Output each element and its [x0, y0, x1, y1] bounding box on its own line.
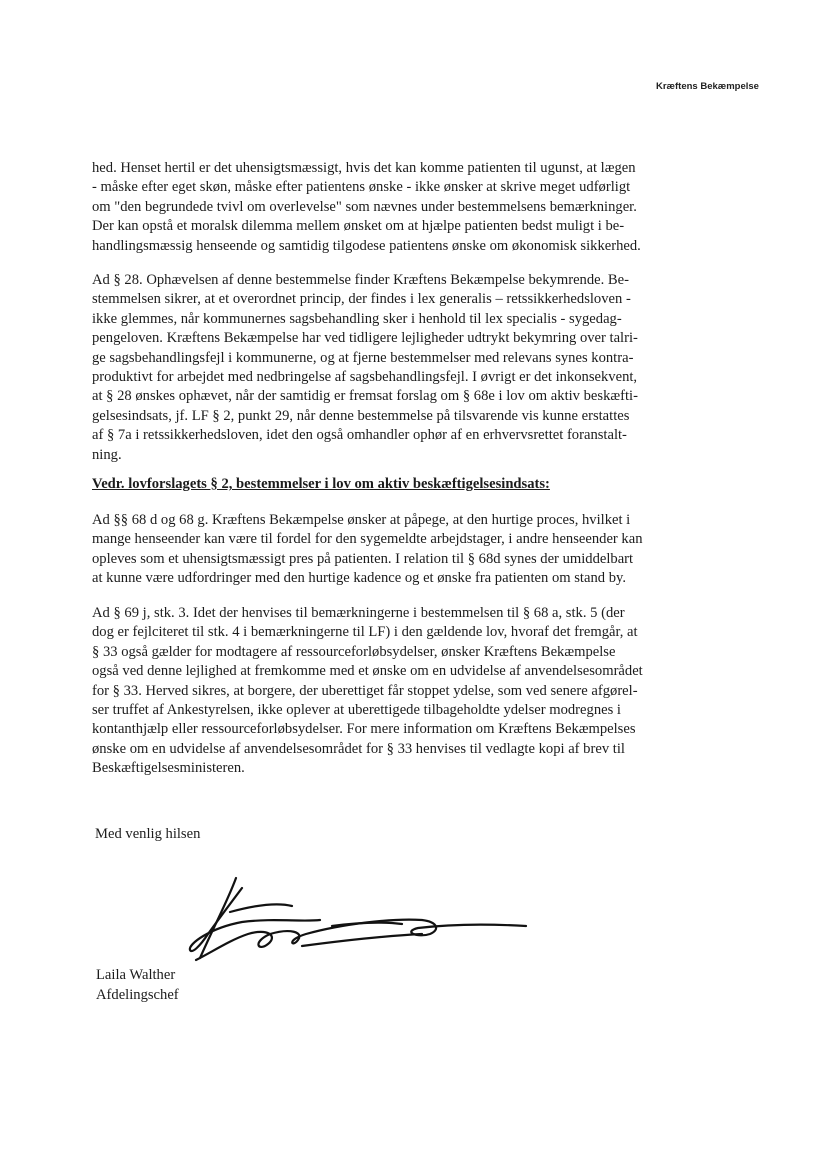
text-line: ikke glemmes, når kommunernes sagsbehandling sker i henhold til lex specialis - sygedag- [92, 310, 622, 327]
text-line: produktivt for arbejdet med nedbringelse af sagsbehandlingsfejl. I øvrigt er det inkonsekvent, [92, 369, 638, 386]
paragraph-section-68 [92, 511, 700, 589]
text-line: ser truffet af Ankestyrelsen, ikke oplever at uberettigede tilbageholdte ydelser modregnes i [92, 702, 621, 719]
text-line: kontanthjælp eller ressourceforløbsydelser. For mere information om Kræftens Bekæmpelses [92, 721, 636, 738]
signatory-title: Afdelingschef [96, 987, 179, 1003]
organization-header: Kræftens Bekæmpelse [656, 81, 759, 92]
text-line: for § 33. Herved sikres, at borgere, der uberettiget får stoppet ydelse, som ved senere afgørel- [92, 682, 638, 699]
paragraph-section-69j [92, 604, 700, 779]
signatory-name: Laila Walther [96, 967, 176, 983]
text-line: § 33 også gælder for modtagere af ressourceforløbsydelser, ønsker Kræftens Bekæmpelse [92, 643, 616, 660]
paragraph-section-28 [92, 271, 700, 465]
text-line: mange henseender kan være til fordel for den sygemeldte arbejdstager, i andre henseender kan [92, 531, 643, 548]
text-line: dog er fejlciteret til stk. 4 i bemærkningerne til LF) i den gældende lov, hvoraf det fremgår, at [92, 624, 638, 641]
text-line: Beskæftigelsesministeren. [92, 760, 245, 777]
text-line: - måske efter eget skøn, måske efter patientens ønske - ikke ønsker at skrive meget udførligt [92, 179, 631, 196]
text-line: Ad § 28. Ophævelsen af denne bestemmelse finder Kræftens Bekæmpelse bekymrende. Be- [92, 272, 629, 288]
text-line: pengeloven. Kræftens Bekæmpelse har ved tidligere lejligheder udtrykt bekymring over talri- [92, 330, 638, 347]
text-line: at kunne være udfordringer med den hurtige kadence og et ønske fra patienten om stand by. [92, 570, 626, 587]
text-line: at § 28 ønskes ophævet, når der samtidig er fremsat forslag om § 68e i lov om aktiv beskæfti- [92, 388, 638, 405]
text-line: om "den begrundede tvivl om overlevelse" som nævnes under bestemmelsens bemærkninger. [92, 198, 637, 215]
text-line: ønske om en udvidelse af anvendelsesområdet for § 33 henvises til vedlagte kopi af brev til [92, 740, 625, 757]
handwritten-signature [182, 862, 542, 972]
text-line: gelsesindsats, jf. LF § 2, punkt 29, når denne bestemmelse på tilsvarende vis kunne erstattes [92, 407, 630, 424]
section-heading: Vedr. lovforslagets § 2, bestemmelser i lov om aktiv beskæftigelsesindsats: [92, 476, 550, 492]
text-line: hed. Henset hertil er det uhensigtsmæssigt, hvis det kan komme patienten til ugunst, at lægen [92, 160, 636, 176]
closing-salutation: Med venlig hilsen [95, 826, 201, 842]
text-line: stemmelsen sikrer, at et overordnet princip, der findes i lex generalis – retssikkerhedsloven - [92, 291, 631, 308]
text-line: Der kan opstå et moralsk dilemma mellem ønsket om at hjælpe patienten bedst muligt i be- [92, 218, 625, 235]
text-line: ning. [92, 446, 122, 463]
text-line: ge sagsbehandlingsfejl i kommunerne, og at fjerne bestemmelser med relevans synes kontra- [92, 349, 634, 366]
text-line: af § 7a i retssikkerhedsloven, idet den også omhandler ophør af en erhvervsrettet foranstalt- [92, 427, 627, 444]
text-line: Ad § 69 j, stk. 3. Idet der henvises til bemærkningerne i bestemmelsen til § 68 a, stk. 5 (der [92, 605, 625, 621]
text-line: også ved denne lejlighed at fremkomme med et ønske om en udvidelse af anvendelsesområdet [92, 663, 643, 680]
text-line: handlingsmæssig henseende og samtidig tilgodese patientens ønske om økonomisk sikkerhed. [92, 237, 641, 254]
text-line: Ad §§ 68 d og 68 g. Kræftens Bekæmpelse ønsker at påpege, at den hurtige proces, hvilket i [92, 512, 631, 528]
paragraph-continuation [92, 159, 700, 256]
text-line: opleves som et uhensigtsmæssigt pres på patienten. I relation til § 68d synes der umiddelbart [92, 550, 634, 567]
